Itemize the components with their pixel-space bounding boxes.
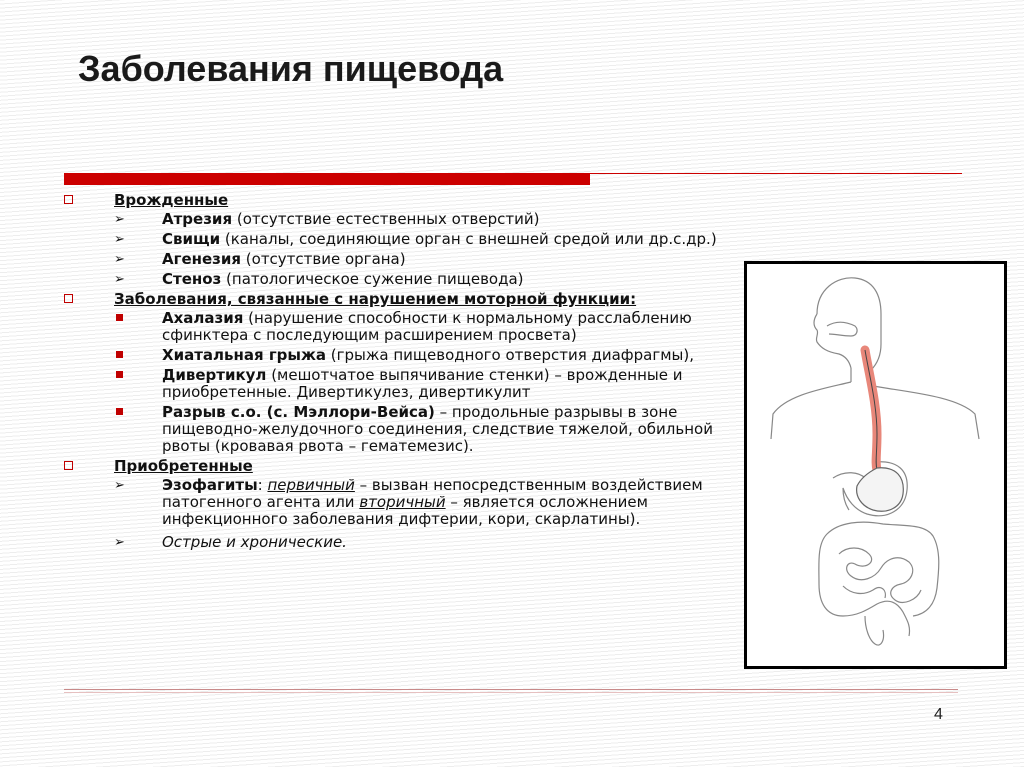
arrow-bullet-icon: ➢ — [114, 478, 125, 493]
definition: (мешотчатое выпячивание стенки) – врожденные и приобретенные. Дивертикулез, дивертикулит — [162, 366, 683, 401]
list-item — [64, 347, 734, 364]
definition: (отсутствие естественных отверстий) — [232, 210, 540, 228]
stomach-icon — [857, 468, 904, 511]
footer-line-secondary — [64, 692, 958, 693]
hollow-square-bullet-icon — [64, 294, 73, 303]
red-square-bullet-icon — [116, 314, 123, 321]
arrow-bullet-icon: ➢ — [114, 535, 125, 550]
arrow-bullet-icon: ➢ — [114, 272, 125, 287]
term: Разрыв с.о. (с. Мэллори-Вейса) — [162, 403, 435, 421]
page-number: 4 — [934, 706, 943, 723]
section-acquired — [64, 458, 734, 475]
liver-outline — [833, 473, 865, 478]
term: Стеноз — [162, 270, 222, 288]
section-motor — [64, 291, 734, 308]
definition: (каналы, соединяющие орган с внешней средой или др.с.др.) — [220, 230, 717, 248]
term: Дивертикул — [162, 366, 267, 384]
arrow-bullet-icon: ➢ — [114, 212, 125, 227]
italic-note: Острые и хронические. — [162, 533, 347, 551]
appendix — [865, 616, 884, 645]
list-item — [64, 404, 734, 455]
emphasis-secondary: вторичный — [359, 493, 446, 511]
content-list — [64, 192, 734, 554]
term: Атрезия — [162, 210, 233, 228]
red-square-bullet-icon — [116, 408, 123, 415]
text-part: – является осложнением инфекционного заболевания дифтерии, кори, скарлатины). — [162, 493, 648, 528]
list-item — [64, 534, 734, 551]
arrow-bullet-icon: ➢ — [114, 232, 125, 247]
list-item — [64, 367, 734, 401]
accent-bar — [64, 173, 590, 185]
term: Свищи — [162, 230, 221, 248]
term: Ахалазия — [162, 309, 244, 327]
hollow-square-bullet-icon — [64, 195, 73, 204]
section-congenital — [64, 192, 734, 209]
list-item — [64, 310, 734, 344]
term: Хиатальная грыжа — [162, 346, 327, 364]
anatomy-drawing — [747, 264, 1004, 666]
hollow-square-bullet-icon — [64, 461, 73, 470]
red-square-bullet-icon — [116, 351, 123, 358]
definition: (патологическое сужение пищевода) — [221, 270, 524, 288]
term: Агенезия — [162, 250, 242, 268]
definition: (грыжа пищеводного отверстия диафрагмы), — [326, 346, 695, 364]
list-item — [64, 271, 734, 288]
list-item — [64, 231, 734, 248]
definition: (отсутствие органа) — [241, 250, 406, 268]
red-square-bullet-icon — [116, 371, 123, 378]
section-title: Врожденные — [114, 191, 229, 209]
accent-line — [590, 173, 962, 174]
arrow-bullet-icon: ➢ — [114, 252, 125, 267]
list-item — [64, 211, 734, 228]
footer-line — [64, 689, 958, 690]
slide-title: Заболевания пищевода — [78, 48, 504, 89]
term: Эзофагиты — [162, 476, 258, 494]
emphasis-primary: первичный — [267, 476, 355, 494]
list-item — [64, 477, 734, 528]
mouth-cavity — [827, 322, 857, 336]
text-part: : — [257, 476, 268, 494]
section-title: Приобретенные — [114, 457, 253, 475]
large-intestine — [819, 522, 939, 636]
small-intestine — [839, 548, 921, 602]
list-item — [64, 251, 734, 268]
definition: (нарушение способности к нормальному расслаблению сфинктера с последующим расширением просвета) — [162, 309, 692, 344]
section-title: Заболевания, связанные с нарушением моторной функции: — [114, 290, 637, 308]
digestive-system-illustration — [744, 261, 1007, 669]
definition: – продольные разрывы в зоне пищеводно-желудочного соединения, следствие тяжелой, обильной рвоты (кровавая рвота – гематемезис). — [162, 403, 713, 455]
text-part: – вызван непосредственным воздействием патогенного агента или — [162, 476, 703, 511]
